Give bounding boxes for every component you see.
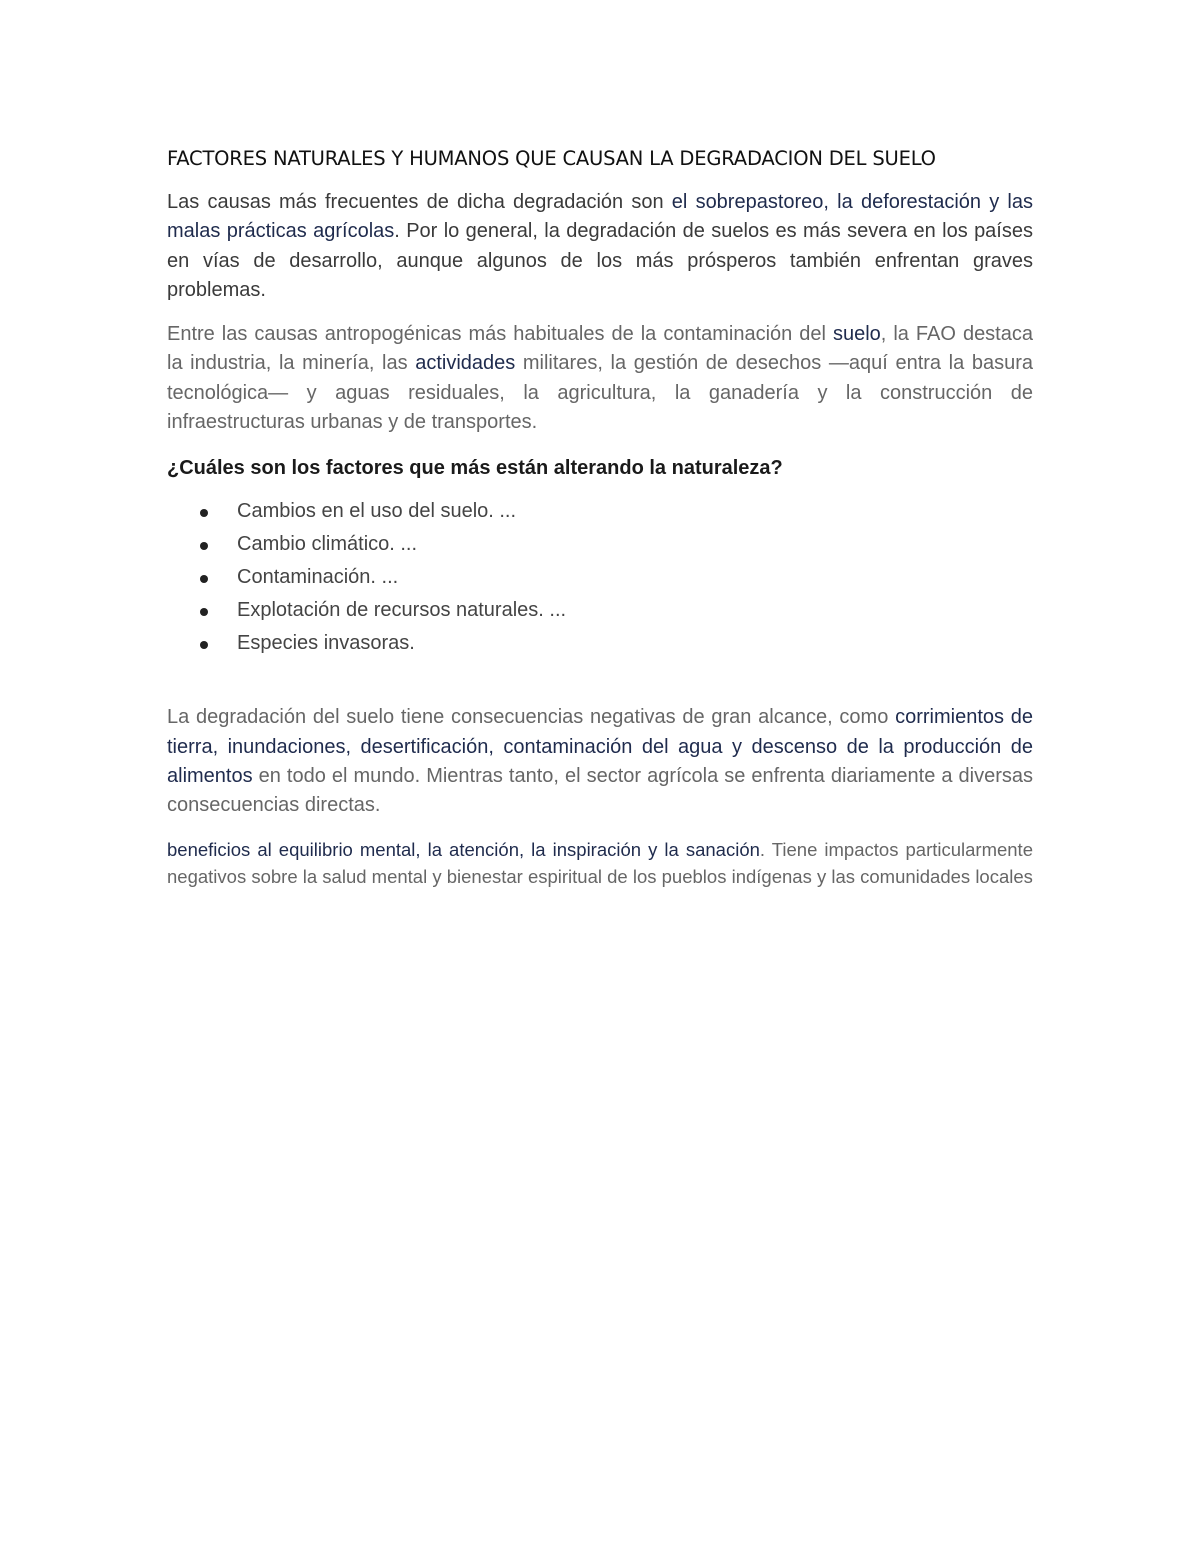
paragraph-benefits-highlight: beneficios al equilibrio mental, la atención, la inspiración y la sanación: [167, 838, 760, 860]
bullet-icon: [200, 542, 208, 550]
paragraph-anthropogenic-text-1: Entre las causas antropogénicas más habituales de la contaminación del: [167, 323, 833, 346]
paragraph-causes: [167, 188, 1033, 305]
bullet-icon: [200, 509, 208, 517]
document-page: [167, 140, 1033, 909]
paragraph-causes-text-1: Las causas más frecuentes de dicha degradación son: [167, 191, 672, 213]
paragraph-benefits-text: . Tiene impactos particularmente negativos sobre la salud mental y bienestar espiritual de los pueblos indígenas y las comunidades locales: [167, 838, 1033, 888]
factors-list: [167, 495, 1033, 660]
list-item-text: Especies invasoras.: [237, 632, 415, 655]
paragraph-anthropogenic-suelo: suelo: [832, 323, 881, 346]
list-item: [167, 561, 1033, 594]
paragraph-benefits: [167, 836, 1033, 891]
paragraph-anthropogenic-text-3: militares, la gestión de desechos —aquí entra la basura tecnológica— y aguas residuales, la agricultura, la ganadería y la construcción de infraestructuras urbanas y de transportes.: [167, 352, 1033, 434]
bullet-icon: [200, 608, 208, 616]
paragraph-consequences-highlight: corrimientos de tierra, inundaciones, desertificación, contaminación del agua y descenso de la producción de alimentos: [167, 706, 1034, 787]
paragraph-consequences-text-1: La degradación del suelo tiene consecuencias negativas de gran alcance, como: [167, 706, 896, 729]
paragraph-anthropogenic: [167, 320, 1033, 437]
list-item: [167, 627, 1033, 660]
paragraph-anthropogenic-text-2: , la FAO destaca la industria, la minería, las: [167, 323, 1033, 375]
list-item-text: Contaminación. ...: [237, 566, 399, 589]
list-item: [167, 594, 1033, 627]
document-title: FACTORES NATURALES Y HUMANOS QUE CAUSAN LA DEGRADACION DEL SUELO: [167, 147, 936, 170]
list-item-text: Explotación de recursos naturales. ...: [237, 599, 567, 622]
list-item: [167, 528, 1033, 561]
paragraph-consequences-text-2: en todo el mundo. Mientras tanto, el sector agrícola se enfrenta diariamente a diversas consecuencias directas.: [167, 764, 1033, 817]
list-item-text: Cambios en el uso del suelo. ...: [237, 500, 517, 523]
paragraph-consequences: [167, 703, 1033, 820]
paragraph-causes-text-2: . Por lo general, la degradación de suelos es más severa en los países en vías de desarrollo, aunque algunos de los más prósperos también enfrentan graves problemas.: [167, 220, 1033, 301]
question-heading: ¿Cuáles son los factores que más están alterando la naturaleza?: [167, 457, 783, 480]
paragraph-anthropogenic-actividades: actividades: [415, 352, 516, 375]
list-item-text: Cambio climático. ...: [237, 533, 418, 556]
paragraph-causes-highlight: el sobrepastoreo, la deforestación y las malas prácticas agrícolas: [167, 191, 1033, 243]
list-item: [167, 495, 1033, 528]
bullet-icon: [200, 641, 208, 649]
bullet-icon: [200, 575, 208, 583]
